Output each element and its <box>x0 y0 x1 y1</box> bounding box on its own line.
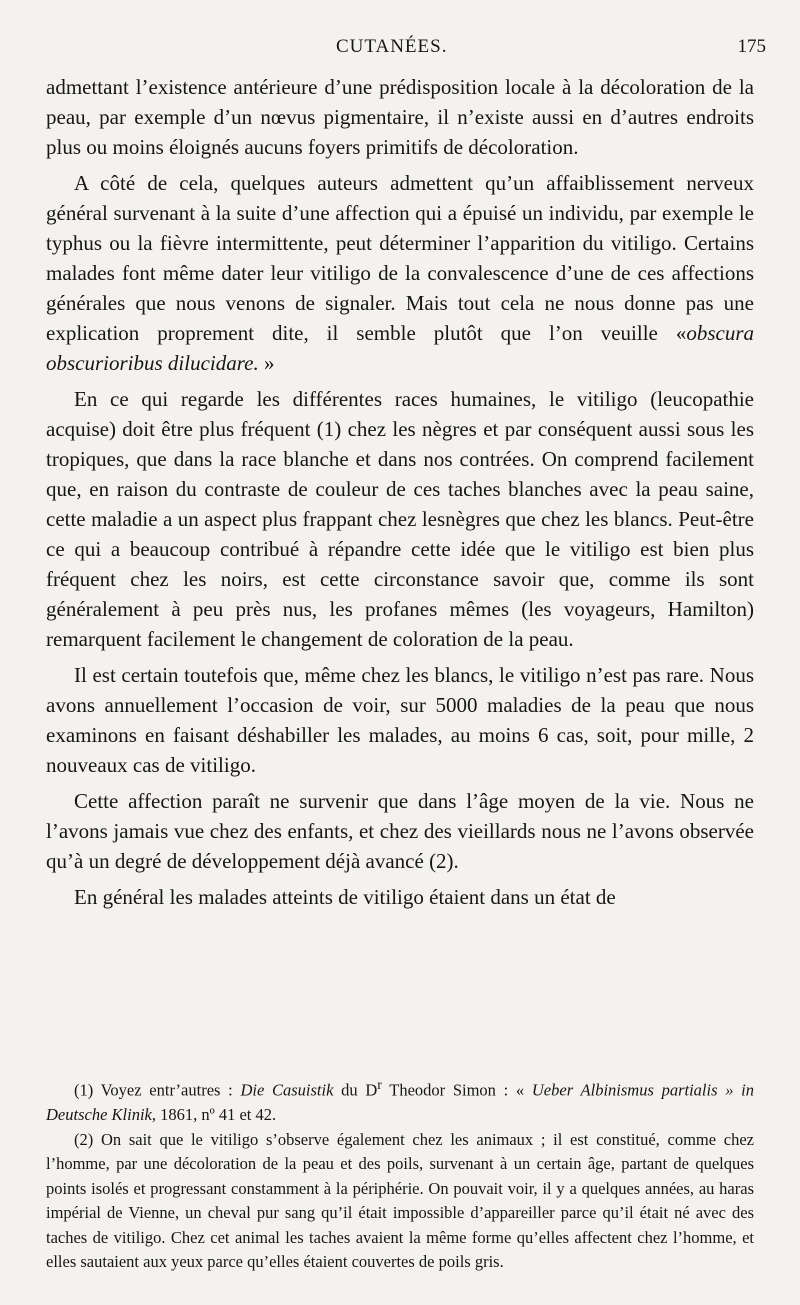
paragraph-1: admettant l’existence antérieure d’une prédisposition locale à la décoloration de la peau, par exemple d’un nœvus pigmentaire, il n’existe aussi en d’autres endroits plus ou moins éloignés aucuns foyers primitifs de décoloration. <box>46 75 754 159</box>
running-head: CUTANÉES. <box>336 36 448 57</box>
footnote-1-text-c: Theodor Simon : « <box>381 1080 532 1100</box>
latin-quote: obscura obscurioribus dilucidare. <box>46 321 754 375</box>
paragraph-4: Il est certain toutefois que, même chez les blancs, le vitiligo n’est pas rare. Nous avons annuellement l’occasion de voir, sur 5000 maladies de la peau que nous examinons en faisant déshabiller les malades, au moins 6 cas, soit, pour mille, 2 nouveaux cas de vitiligo. <box>46 663 754 777</box>
footnote-1-text-d: , 1861, nº 41 et 42. <box>151 1105 277 1124</box>
footnote-1 <box>46 1073 754 1128</box>
footnote-1-sup: r <box>377 1077 382 1092</box>
footnotes <box>46 1073 754 1275</box>
body-text <box>46 72 754 912</box>
paragraph-6: En général les malades atteints de vitiligo étaient dans un état de <box>74 885 616 909</box>
paragraph-3: En ce qui regarde les différentes races humaines, le vitiligo (leucopathie acquise) doit être plus fréquent (1) chez les nègres et par conséquent aussi sous les tropiques, que dans la race blanche et dans nos contrées. On comprend facilement que, en raison du contraste de couleur de ces taches blanches avec la peau saine, cette maladie a un aspect plus frappant chez lesnègres que chez les blancs. Peut-être ce qui a beaucoup contribué à répandre cette idée que le vitiligo est bien plus fréquent chez les noirs, est cette circonstance savoir que, comme ils sont généralement à peu près nus, les profanes mêmes (les voyageurs, Hamilton) remarquent facilement le changement de coloration de la peau. <box>46 387 754 651</box>
page-header <box>0 36 800 64</box>
footnote-2: (2) On sait que le vitiligo s’observe également chez les animaux ; il est constitué, comme chez l’homme, par une décoloration de la peau et des poils, survenant à un certain âge, partant de quelques points isolés et progressant constamment à la périphérie. On pouvait voir, il y a quelques années, au haras impérial de Vienne, un cheval pur sang qu’il était impossible d’appareiller parce qu’il était né avec des taches de vitiligo. Chez cet animal les taches avaient la même forme qu’elles affectent chez l’homme, et elles sautaient aux yeux parce qu’elles étaient couvertes de poils gris. <box>46 1129 754 1271</box>
paragraph-5: Cette affection paraît ne survenir que dans l’âge moyen de la vie. Nous ne l’avons jamais vue chez des enfants, et chez des vieillards nous ne l’avons observée qu’à un degré de développement déjà avancé (2). <box>46 789 754 873</box>
footnote-1-title: Die Casuistik <box>240 1080 334 1100</box>
footnote-1-text: (1) Voyez entr’autres : <box>74 1080 241 1100</box>
footnote-1-title-2: Ueber Albinismus partialis » in Deutsche Klinik <box>46 1080 754 1124</box>
paragraph-2-end: » <box>258 351 275 375</box>
page-number: 175 <box>737 36 766 57</box>
footnote-1-text-b: du D <box>333 1080 378 1100</box>
paragraph-2 <box>46 168 754 378</box>
paragraph-2-text: A côté de cela, quelques auteurs admettent qu’un affaiblissement nerveux général survenant à la suite d’une affection qui a épuisé un individu, par exemple le typhus ou la fièvre intermittente, peut déterminer l’apparition du vitiligo. Certains malades font même dater leur vitiligo de la convalescence d’une de ces affections générales que nous venons de signaler. Mais tout cela ne nous donne pas une explication proprement dite, il semble plutôt que l’on veuille « <box>46 171 754 345</box>
